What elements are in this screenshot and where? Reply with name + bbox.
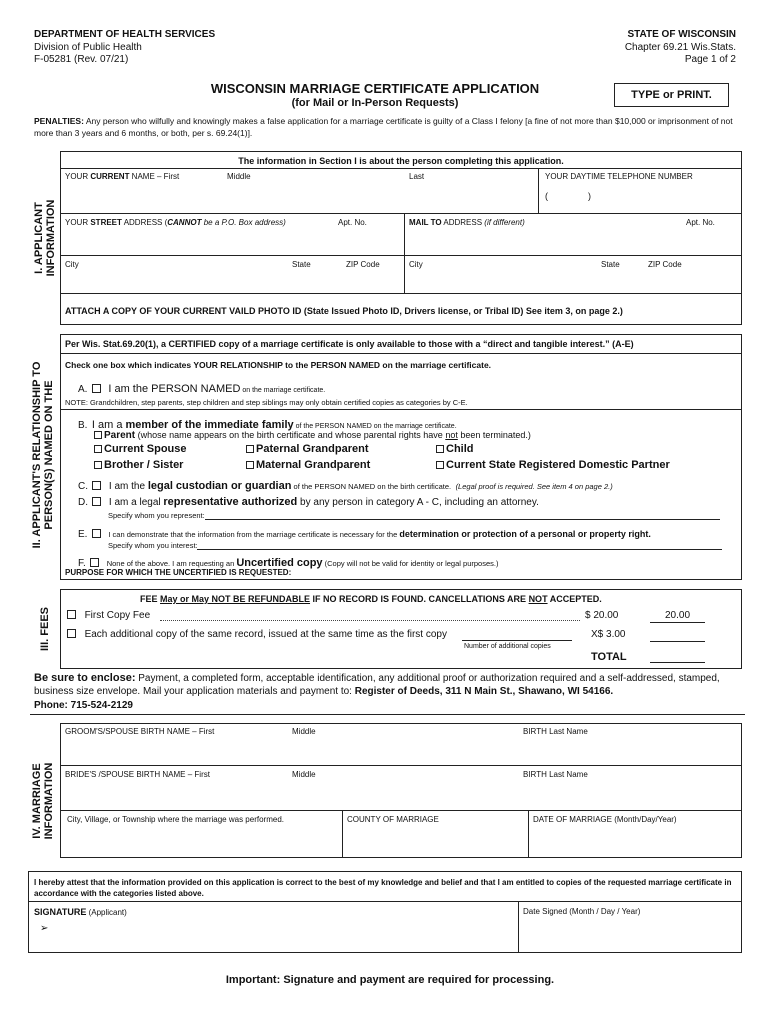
penalties-label: PENALTIES: [34,116,84,126]
dept-name: DEPARTMENT OF HEALTH SERVICES [34,29,216,40]
additional-copy-fee: X$ 3.00 [591,629,626,640]
first-copy-checkbox[interactable] [67,610,76,619]
current-spouse-checkbox[interactable] [94,445,102,453]
number-of-copies-caption: Number of additional copies [464,643,551,650]
current-name-label: YOUR CURRENT NAME – First [65,172,180,181]
domestic-partner-checkbox[interactable] [436,461,444,469]
section-3-label: III. FEES [39,607,51,652]
bride-middle-label: Middle [292,770,316,779]
marriage-date-label: DATE OF MARRIAGE (Month/Day/Year) [533,815,677,824]
mail-to-label: MAIL TO ADDRESS (if different) [409,218,525,227]
penalties-notice [34,115,734,139]
option-e[interactable]: E. I can demonstrate that the information from the marriage certificate is necessary for the determination or protection of a personal or property right. [78,529,651,540]
section-1-label: I. APPLICANT INFORMATION [33,199,58,277]
specify-represent-label: Specify whom you represent: [108,511,205,520]
type-or-print-box: TYPE or PRINT. [614,83,729,107]
certified-copy-rule: Per Wis. Stat.69.20(1), a CERTIFIED copy of a marriage certificate is only available to those with a “direct and tangible interest.” (A-E) [65,339,634,349]
phone-area-close: ) [588,191,591,201]
form-title: WISCONSIN MARRIAGE CERTIFICATE APPLICATION [210,81,540,96]
marriage-city-label: City, Village, or Township where the marriage was performed. [67,815,284,824]
additional-copy-total[interactable] [650,641,705,642]
date-signed-field[interactable] [522,920,737,948]
state-label: State [292,260,311,269]
bride-last-label: BIRTH Last Name [523,770,588,779]
division-name: Division of Public Health [34,42,142,53]
enclose-instructions: Be sure to enclose: Payment, a completed form, acceptable identification, any additional proof or authorization required and a self-addressed, stamped, business size envelope. Mail your application materials and payment to: Register of Deeds, 311 N Main St., Shawano, WI 54166. [34,672,720,697]
phone-area-open: ( [545,191,548,201]
parent-option[interactable]: Parent (whose name appears on the birth certificate and whose parental rights have not been terminated.) [94,430,531,441]
check-one-instruction: Check one box which indicates YOUR RELATIONSHIP to the PERSON NAMED on the marriage certificate. [65,360,492,370]
form-number: F-05281 (Rev. 07/21) [34,54,129,65]
apt-label: Apt. No. [338,218,367,227]
date-signed-label: Date Signed (Month / Day / Year) [523,907,641,916]
option-d[interactable]: D. I am a legal representative authorized by any person in category A - C, including an attorney. [78,496,539,508]
phone-label: YOUR DAYTIME TELEPHONE NUMBER [545,172,693,181]
street-address-label: YOUR STREET ADDRESS (CANNOT be a P.O. Box address) [65,218,286,227]
apt-label-2: Apt. No. [686,218,715,227]
option-a[interactable]: A. I am the PERSON NAMED on the marriage certificate. [78,383,326,395]
signature-label: SIGNATURE (Applicant) [34,907,127,917]
penalties-text: Any person who wilfully and knowingly makes a false application for a marriage certificate is guilty of a Class I felony [a fine of not more than $10,000 or imprisonment of not more than 3 years and 6 months, or both, per s. 69.24(1)]. [34,116,733,138]
additional-copies-count[interactable] [462,640,572,641]
middle-name-label: Middle [227,172,251,181]
specify-interest-line[interactable] [197,549,722,550]
parent-checkbox[interactable] [94,431,102,439]
child-checkbox[interactable] [436,445,444,453]
domestic-partner-option[interactable]: Current State Registered Domestic Partner [436,459,670,471]
maternal-grandparent-checkbox[interactable] [246,461,254,469]
section-1-intro: The information in Section I is about the person completing this application. [238,156,564,166]
option-b: B. I am a member of the immediate family of the PERSON NAMED on the marriage certificate. [78,419,457,431]
groom-name-label: GROOM'S/SPOUSE BIRTH NAME – First [65,727,215,736]
first-copy-total[interactable]: 20.00 [650,610,705,623]
state-name: STATE OF WISCONSIN [627,29,736,40]
page-number: Page 1 of 2 [684,54,736,65]
first-copy-row[interactable]: First Copy Fee [67,610,150,621]
fee-refund-notice: FEE May or May NOT BE REFUNDABLE IF NO RECORD IS FOUND. CANCELLATIONS ARE NOT ACCEPTED. [140,594,602,604]
option-e-checkbox[interactable] [92,529,101,538]
last-name-label: Last [409,172,425,181]
section-2-label: II. APPLICANT'S RELATIONSHIP TO PERSON(S) NAMED ON THE [31,361,56,549]
attestation-text: I hereby attest that the information provided on this application is correct to the best of my knowledge and belief and that I am entitled to copies of the requested marriage certificate in accordance with the categories listed above. [34,878,732,898]
total-label: TOTAL [591,651,627,663]
form-subtitle: (for Mail or In-Person Requests) [291,97,459,109]
state-label-2: State [601,260,620,269]
bride-name-label: BRIDE'S /SPOUSE BIRTH NAME – First [65,770,210,779]
city-label: City [65,260,79,269]
additional-copy-row[interactable]: Each additional copy of the same record, issued at the same time as the first copy [67,629,447,640]
brother-sister-option[interactable]: Brother / Sister [94,459,183,471]
specify-interest-label: Specify whom you interest: [108,541,198,550]
zip-label-2: ZIP Code [648,260,682,269]
total-amount[interactable] [650,662,705,663]
grandchildren-note: NOTE: Grandchildren, step parents, step children and step siblings may only obtain certified copies as categories by C-E. [65,398,468,407]
paternal-grandparent-checkbox[interactable] [246,445,254,453]
first-copy-fee: $ 20.00 [585,610,619,621]
important-footer: Important: Signature and payment are required for processing. [225,974,555,986]
maternal-grandparent-option[interactable]: Maternal Grandparent [246,459,370,471]
brother-sister-checkbox[interactable] [94,461,102,469]
signature-arrow-icon: ➢ [40,923,49,934]
option-f-checkbox[interactable] [90,558,99,567]
option-c-checkbox[interactable] [92,481,101,490]
child-option[interactable]: Child [436,443,474,455]
option-c[interactable]: C. I am the legal custodian or guardian of the PERSON NAMED on the birth certificate. (Legal proof is required. See item 4 on page 2.) [78,480,613,492]
purpose-label: PURPOSE FOR WHICH THE UNCERTIFIED IS REQUESTED: [65,568,292,577]
signature-field[interactable] [58,920,513,944]
groom-middle-label: Middle [292,727,316,736]
additional-copy-checkbox[interactable] [67,629,76,638]
option-d-checkbox[interactable] [92,497,101,506]
paternal-grandparent-option[interactable]: Paternal Grandparent [246,443,368,455]
groom-last-label: BIRTH Last Name [523,727,588,736]
section-4-box [60,723,742,858]
chapter-ref: Chapter 69.21 Wis.Stats. [624,42,736,53]
specify-represent-line[interactable] [205,519,720,520]
county-label: COUNTY OF MARRIAGE [347,815,439,824]
contact-phone: Phone: 715-524-2129 [34,700,133,711]
current-spouse-option[interactable]: Current Spouse [94,443,187,455]
option-f[interactable]: F. None of the above. I am requesting an Uncertified copy (Copy will not be valid for identity or legal purposes.) [78,557,499,569]
zip-label: ZIP Code [346,260,380,269]
option-a-checkbox[interactable] [92,384,101,393]
section-4-label: IV. MARRIAGE INFORMATION [31,762,56,840]
city-label-2: City [409,260,423,269]
photo-id-instruction: ATTACH A COPY OF YOUR CURRENT VAILD PHOTO ID (State Issued Photo ID, Drivers license, or Tribal ID) See item 3, on page 2.) [65,306,623,316]
